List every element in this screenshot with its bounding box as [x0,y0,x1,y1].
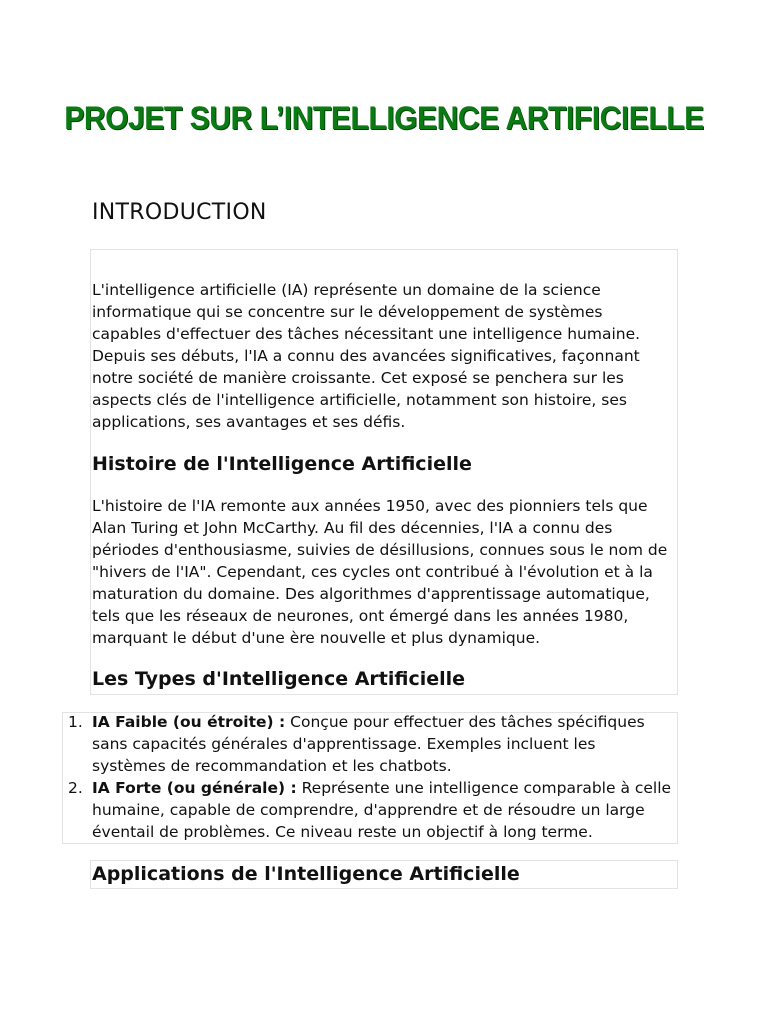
list-item [62,711,674,777]
list-item [62,777,674,843]
section-heading-types: Les Types d'Intelligence Artificielle [92,668,466,690]
section-heading-histoire: Histoire de l'Intelligence Artificielle [92,453,472,475]
list-item-number: 1. [68,713,83,731]
list-item-number: 2. [68,779,83,797]
histoire-paragraph: L'histoire de l'IA remonte aux années 1950, avec des pionniers tels que Alan Turing et John McCarthy. Au fil des décennies, l'IA a connu des périodes d'enthousiasme, suivies de désillusions, connues sous le nom de "hivers de l'IA". Cependant, ces cycles ont contribué à l'évolution et à la maturation du domaine. Des algorithmes d'apprentissage automatique, tels que les réseaux de neurones, ont émergé dans les années 1980, marquant le début d'une ère nouvelle et plus dynamique. [92,497,668,647]
document-title: PROJET SUR L’INTELLIGENCE ARTIFICIELLE [64,100,704,136]
list-item-label: IA Forte (ou générale) : [92,779,297,797]
list-item-text: Représente une intelligence comparable à celle humaine, capable de comprendre, d'apprendre et de résoudre un large éventail de problèmes. Ce niveau reste un objectif à long terme. [92,779,672,841]
intro-paragraph: L'intelligence artificielle (IA) représente un domaine de la science informatique qui se concentre sur le développement de systèmes capables d'effectuer des tâches nécessitant une intelligence humaine. Depuis ses débuts, l'IA a connu des avancées significatives, façonnant notre société de manière croissante. Cet exposé se penchera sur les aspects clés de l'intelligence artificielle, notamment son histoire, ses applications, ses avantages et ses défis. [92,281,641,431]
intro-heading: INTRODUCTION [92,200,267,225]
list-item-text: Conçue pour effectuer des tâches spécifiques sans capacités générales d'apprentissage. Exemples incluent les systèmes de recommandation et les chatbots. [92,713,645,775]
types-list [62,711,674,843]
list-item-label: IA Faible (ou étroite) : [92,713,286,731]
section-heading-applications: Applications de l'Intelligence Artificielle [92,863,520,885]
